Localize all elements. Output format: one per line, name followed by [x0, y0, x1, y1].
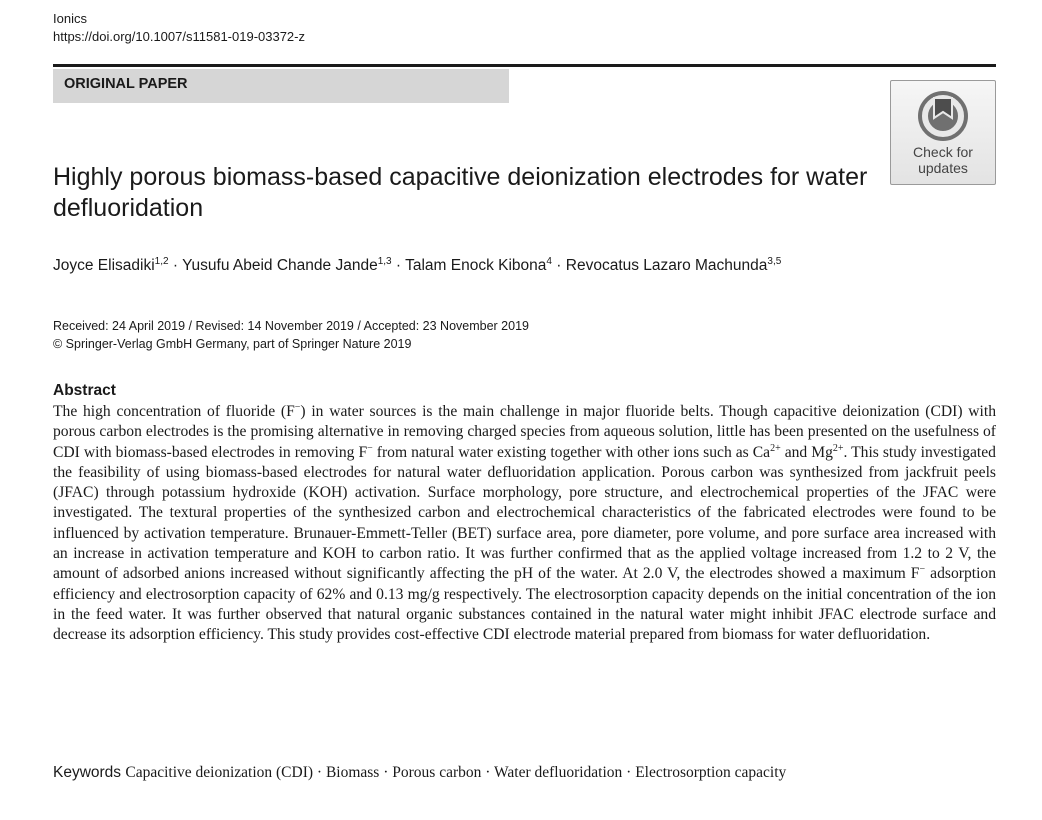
abstract-text: . This study investigated the feasibility of using biomass-based electrodes for natural water defluoridation application. Porous carbon was synthesized from jackfruit peels (JFAC) through potassium hydroxide (KOH) activation. Surface morphology, pore structure, and electrochemical properties of the JFAC were investigated. The textural properties of the synthesized carbon and electrochemical characteristics of the fabricated electrodes were found to be influenced by activation temperature. Brunauer-Emmett-Teller (BET) surface area, pore diameter, pore volume, and pore surface area increased with an increase in activation temperature and KOH to carbon ratio. It was further confirmed that as the applied voltage increased from 1.2 to 2 V, the amount of adsorbed anions increased without significantly affecting the pH of the water. At 2.0 V, the electrodes showed a maximum F [53, 443, 996, 583]
superscript: − [367, 442, 373, 454]
author-affiliation: 3,5 [767, 256, 782, 267]
article-type-label: ORIGINAL PAPER [53, 69, 509, 103]
abstract-text: and Mg [780, 443, 833, 461]
superscript: − [294, 401, 301, 413]
abstract-text: from natural water existing together with other ions such as Ca [372, 443, 771, 461]
journal-name: Ionics [53, 11, 87, 26]
keywords-label: Keywords [53, 764, 122, 781]
abstract-text: adsorption efficiency and electrosorption capacity of 62% and 0.13 mg/g respectively. The electrosorption capacity depends on the initial concentration of the ion in the feed water. It was further observed that natural organic substances contained in the natural water might inhibit JFAC electrode surface and decrease its adsorption efficiency. This study provides cost-effective CDI electrode material prepared from biomass for water defluoridation. [53, 565, 996, 644]
copyright-notice: © Springer-Verlag GmbH Germany, part of Springer Nature 2019 [53, 337, 412, 351]
author-affiliation: 1,2 [154, 256, 169, 267]
author-separator: · [168, 257, 183, 275]
author-name[interactable]: Revocatus Lazaro Machunda [565, 257, 768, 275]
abstract-text: The high concentration of fluoride (F [53, 403, 295, 420]
author-name[interactable]: Talam Enock Kibona [405, 257, 547, 275]
check-for-updates-badge[interactable] [890, 80, 996, 185]
check-for-updates-line1: Check for [913, 144, 973, 160]
author-list [53, 256, 781, 275]
keywords-list: Capacitive deionization (CDI) · Biomass · Porous carbon · Water defluoridation · Electrosorption capacity [125, 764, 787, 781]
paper-title: Highly porous biomass-based capacitive deionization electrodes for water defluoridation [53, 163, 868, 222]
author-affiliation: 4 [546, 256, 552, 267]
author-name[interactable]: Yusufu Abeid Chande Jande [182, 257, 378, 275]
author-affiliation: 1,3 [377, 256, 392, 267]
check-for-updates-line2: updates [918, 160, 968, 176]
keywords-line [53, 764, 786, 782]
header-rule [53, 64, 996, 67]
publication-dates: Received: 24 April 2019 / Revised: 14 November 2019 / Accepted: 23 November 2019 [53, 319, 529, 333]
author-separator: · [391, 257, 406, 275]
abstract-text: ) in water sources is the main challenge in major fluoride belts. Though capacitive deionization (CDI) with porous carbon electrodes is the promising alternative in removing charged species from aqueous solution, little has been presented on the usefulness of CDI with biomass-based electrodes in removing F [53, 403, 996, 461]
author-name[interactable]: Joyce Elisadiki [53, 257, 155, 275]
abstract-body [53, 402, 996, 646]
doi-link[interactable]: https://doi.org/10.1007/s11581-019-03372-z [53, 29, 305, 44]
author-separator: · [551, 257, 566, 275]
superscript: − [919, 564, 926, 576]
abstract-heading: Abstract [53, 382, 116, 399]
superscript: 2+ [770, 442, 781, 454]
check-for-updates-icon [913, 88, 973, 144]
superscript: 2+ [832, 442, 844, 454]
